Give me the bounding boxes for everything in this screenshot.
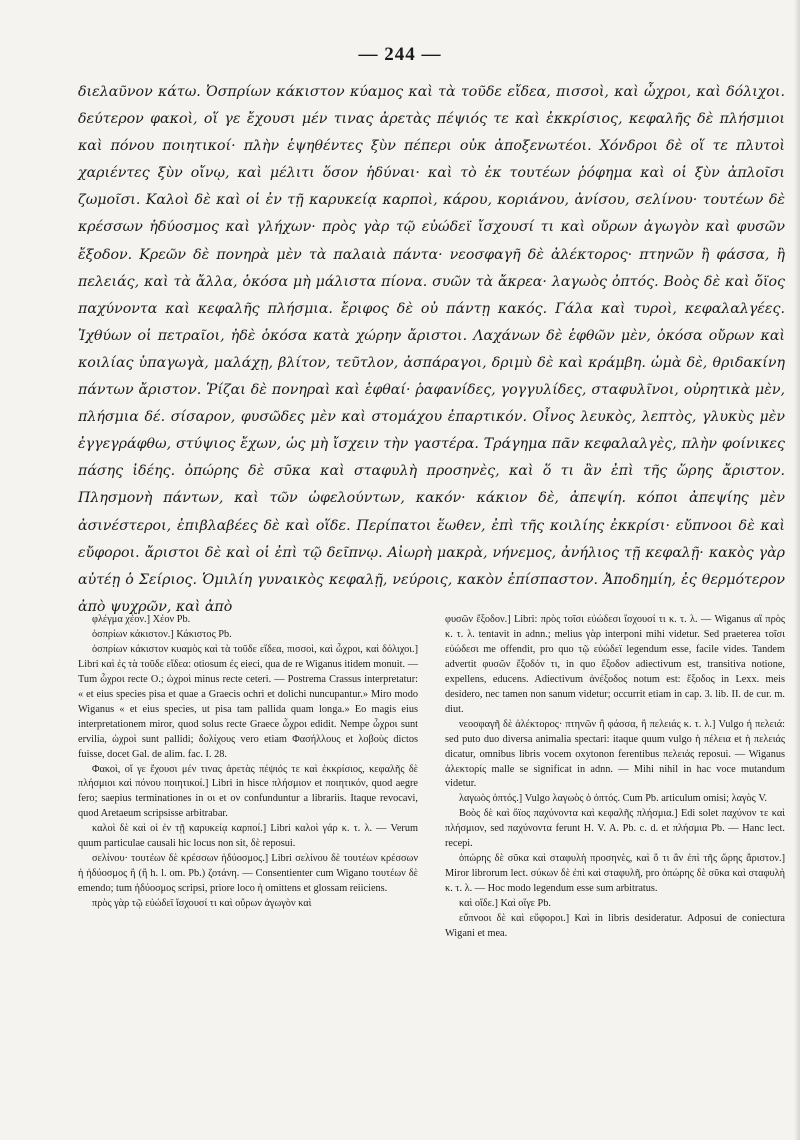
page-edge-shadow bbox=[794, 0, 800, 1140]
footnotes-left-column bbox=[78, 613, 418, 942]
footnotes-section bbox=[78, 613, 785, 942]
footnote-entry: φυσῶν ἔξοδον.] Libri: πρὸς τοῖσι εὐώδεσι ἴσχουσί τι κ. τ. λ. — Wiganus αἳ πρὸς κ. τ. λ. tentavit in adnn.; melius γὰρ interponi mihi videtur. Sed praeterea τοῖσι εὐώδεσι me offendit, pro quo τῷ εὐώδεϊ legendum esse, facile vides. Tandem advertit φυσῶν ἔξοδόν τι, in quo ἔξοδον adiectivum est, transitiva notione, expellens, educens. Adiectivum ἀνέξοδος notum est: ἔξοδος in Lexx. meis desidero, nec tamen non sanum videtur; occurrit etiam in cap. 3. lib. II. de cur. m. diut. bbox=[445, 614, 785, 715]
main-text-block bbox=[78, 79, 785, 621]
footnote-entry: Φακοὶ, οἵ γε ἔχουσι μέν τινας ἀρετὰς πέψιός τε καὶ ἐκκρίσιος, κεφαλῆς δὲ πλήσμιοι καὶ πόνου ποιητικοί.] Libri in hisce πλήσμιον et ποιητικόν, quod aegre fero; saepius terminationes in οι et ον confunduntur a librariis. Itaque revocavi, quod Aretaeum scripsisse arbitrabar. bbox=[78, 763, 418, 820]
footnote-entry: καλοὶ δὲ καὶ οἱ ἐν τῇ καρυκείᾳ καρποί.] Libri καλοὶ γάρ κ. τ. λ. — Verum quum particulae causali hic locus non sit, δὲ reposui. bbox=[78, 823, 418, 850]
footnote-entry: ὀσπρίων κάκιστον.] Κάκιστος Pb. bbox=[92, 628, 232, 640]
footnote-entry: εὔπνοοι δὲ καὶ εὔφοροι.] Καὶ in libris desideratur. Adposui de coniectura Wigani et mea. bbox=[445, 913, 785, 940]
footnote-entry: Βοὸς δὲ καὶ ὄϊος παχύνοντα καὶ κεφαλῆς πλήσμια.] Edi solet παχύνον τε καὶ πλήσμιον, sed παχύνοντα ferunt H. V. A. Pb. c. d. et πλήσμια Pb. — Hanc lect. recepi. bbox=[445, 808, 785, 850]
footnote-entry: ὀσπρίων κάκιστον κυαμὸς καὶ τὰ τοῦδε εἴδεα, πισσοὶ, καὶ ὦχροι, καὶ δόλιχοι.] Libri καὶ ἐς τὰ τοῦδε εἴδεα: otiosum ἐς eieci, qua de re Wiganus itidem monuit. — Tum ὦχροι recte O.; ὠχροὶ minus recte ceteri. — Postrema Crassus interpretatur: « et eius species pisa et quae a Graecis ochri et dolichi nuncupantur.» Miro modo Wiganus « et eius species, ut pisa tam pallida quam longa.» Eo magis eius interpretationem miror, quod solus recte Graece ὦχροι edidit. Nempe ὦχροι sunt ervilia, ὠχροὶ sunt pallidi; δολίχους vero etiam Φασήλλους et λοβοὺς dictos fuisse, docet Gal. de alim. fac. I. 28. bbox=[78, 643, 418, 760]
footnote-entry: πρὸς γὰρ τῷ εὐώδεϊ ἴσχουσί τι καὶ οὔρων ἀγωγὸν καὶ bbox=[92, 898, 312, 910]
footnote-entry: φλέγμα χέον.] Χέον Pb. bbox=[92, 614, 191, 625]
footnote-entry: σελίνου· τουτέων δὲ κρέσσων ἡδύοσμος.] Libri σελίνου δὲ τουτέων κρέσσων ἡ ἡδύοσμος ἢ (ἢ h. l. om. Pb.) ζοτάνη. — Consentienter cum Wigano τουτέων δὲ emendo; tum ἡδύοσμος scripsi, priore loco ἡ omittens et glossam reiiciens. bbox=[78, 853, 418, 895]
footnotes-right-column bbox=[445, 613, 785, 942]
main-paragraph: διελαῦνον κάτω. Ὀσπρίων κάκιστον κύαμος καὶ τὰ τοῦδε εἴδεα, πισσοὶ, καὶ ὦχροι, καὶ δόλιχοι. δεύτερον φακοὶ, οἵ γε ἔχουσι μέν τινας ἀρετὰς πέψιός τε καὶ ἐκκρίσιος, κεφαλῆς δὲ πλήσμιοι καὶ πόνου ποιητικοί· πλὴν ἑψηθέντες ξὺν πέπερι οὐκ ἀποξενωτέοι. Χόνδροι δὲ οἵ τε πλυτοὶ χαριέντες ξὺν οἴνῳ, καὶ μέλιτι ὅσον ἡδύναι· καὶ τὸ ἐκ τουτέων ῥόφημα καὶ οἱ ξὺν ἀπλοῖσι ζωμοῖσι. Καλοὶ δὲ καὶ οἱ ἐν τῇ καρυκείᾳ καρποὶ, κάρου, κοριάνου, ἀνίσου, σελίνου· τουτέων δὲ κρέσσων ἡδύοσμος καὶ γλήχων· πρὸς γὰρ τῷ εὐώδεϊ ἴσχουσί τι καὶ οὔρων ἀγωγὸν καὶ φυσῶν ἔξοδον. Κρεῶν δὲ πονηρὰ μὲν τὰ παλαιὰ πάντα· νεοσφαγῆ δὲ ἀλέκτορος· πτηνῶν ἢ φάσσα, ἢ πελειάς, καὶ τὰ ἄλλα, ὁκόσα μὴ μάλιστα πίονα. συῶν τὰ ἄκρεα· λαγωὸς ὀπτός. Βοὸς δὲ καὶ ὄϊος παχύνοντα καὶ κεφαλῆς πλήσμια. ἔριφος δὲ οὐ πάντῃ κακός. Γάλα καὶ τυροὶ, κεφαλαλγέες. Ἰχθύων οἱ πετραῖοι, ἠδὲ ὁκόσα κατὰ χώρην ἄριστοι. Λαχάνων δὲ ἑφθῶν μὲν, ὁκόσα οὔρων καὶ κοιλίας ὑπαγωγὰ, μαλάχῃ, βλίτον, τεῦτλον, ἀσπάραγοι, δριμὺ δὲ καὶ κράμβη. ὠμὰ δὲ, θριδακίνη πάντων ἄριστον. Ῥίζαι δὲ πονηραὶ καὶ ἑφθαί· ῥαφανίδες, γογγυλίδες, σταφυλῖνοι, οὐρητικὰ μὲν, πλήσμια δέ. σίσαρον, φυσῶδες μὲν καὶ στομάχου ἐπαρτικόν. Οἶνος λευκὸς, λεπτὸς, γλυκὺς μὲν ἐγγεγράφθω, στύψιος ἔχων, ὡς μὴ ἴσχειν τὴν γαστέρα. Τράγημα πᾶν κεφαλαλγὲς, πλὴν φοίνικες πάσης ἰδέης. ὀπώρης δὲ σῦκα καὶ σταφυλὴ προσηνὲς, καὶ ὅ τι ἂν ἐπὶ τῆς ὥρης ἄριστον. Πλησμονὴ πάντων, καὶ τῶν ὠφελούντων, κακόν· κάκιον δὲ, ἀπεψίη. κόποι ἀπεψίης μὲν ἀσινέστεροι, ἐπιβλαβέες δὲ καὶ οἵδε. Περίπατοι ἕωθεν, ἐπὶ τῆς κοιλίης ἐκκρίσι· εὔπνοοι δὲ καὶ εὔφοροι. ἄριστοι δὲ καὶ οἱ ἐπὶ τῷ δεῖπνῳ. Αἰωρὴ μακρὰ, νήνεμος, ἀνήλιος τῇ κεφαλῇ· κακὸς γὰρ αὐτέῃ ὁ Σείριος. Ὁμιλίη γυναικὸς κεφαλῇ, νεύροις, κακὸν ἐπίσπαστον. Ἀποδημίη, ἐς θερμότερον ἀπὸ ψυχρῶν, καὶ ἀπὸ bbox=[78, 84, 785, 615]
footnote-entry: ὀπώρης δὲ σῦκα καὶ σταφυλὴ προσηνὲς, καὶ ὅ τι ἂν ἐπὶ τῆς ὥρης ἄριστον.] Miror librorum lect. σύκων δὲ ἐπὶ καὶ σταφυλῆ, pro ὀπώρης δὲ σῦκα καὶ σταφυλὴ κ. τ. λ. — Hoc modo legendum esse sum arbitratus. bbox=[445, 853, 785, 895]
footnote-entry: λαγωὸς ὀπτός.] Vulgo λαγωὸς ὁ ὀπτός. Cum Pb. articulum omisi; λαγὸς V. bbox=[459, 793, 767, 805]
footnote-entry: καὶ οἵδε.] Καὶ οἵγε Pb. bbox=[459, 898, 551, 910]
footnote-entry: νεοσφαγῆ δὲ ἀλέκτορος· πτηνῶν ἢ φάσσα, ἢ πελειάς κ. τ. λ.] Vulgo ἡ πελειά: sed puto duo diversa animalia spectari: itaque quum vulgo ἡ πέλεια et ἡ πελειάς dicatur, omnibus libris vocem oxytonon ferentibus πελειάς reposui. — Wiganus ἀλεκτορίς malle se significat in adnn. — Mihi nihil in hac voce mutandum videtur. bbox=[445, 718, 785, 790]
page-number: — 244 — bbox=[358, 44, 442, 65]
